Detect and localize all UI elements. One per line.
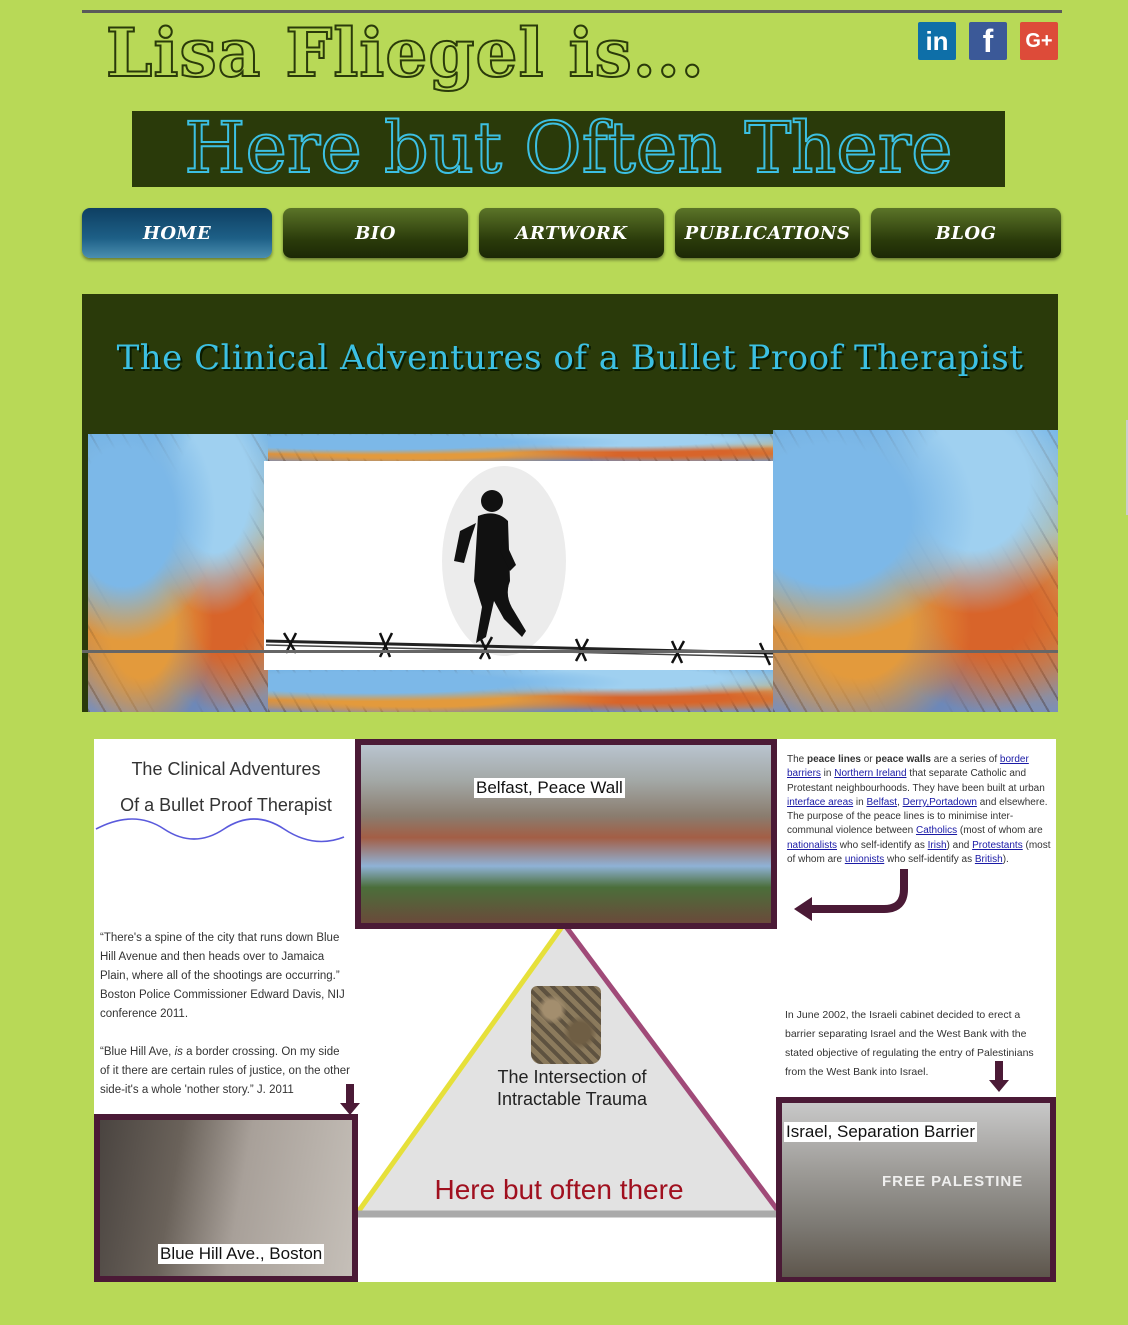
nav-publications[interactable]: PUBLICATIONS <box>675 208 860 258</box>
link-unionists[interactable]: unionists <box>844 854 885 866</box>
text: ) and <box>946 839 973 851</box>
map-heading-line2: Of a Bullet Proof Therapist <box>120 795 332 815</box>
link-catholics[interactable]: Catholics <box>915 825 958 837</box>
tagline-banner <box>132 107 1005 189</box>
text: The <box>787 754 808 765</box>
boston-label: Blue Hill Ave., Boston <box>160 1244 323 1263</box>
bold-term: peace lines <box>807 754 861 765</box>
text: ). <box>1002 854 1009 866</box>
landscape-painting-right <box>773 430 1058 712</box>
walker-silhouette-illustration <box>264 461 773 670</box>
link-british[interactable]: British <box>974 854 1003 866</box>
graffiti-text: FREE PALESTINE <box>882 1173 1024 1190</box>
nav-artwork[interactable]: ARTWORK <box>479 208 664 258</box>
text: who self-identify as <box>837 839 928 851</box>
hero-title: The Clinical Adventures of a Bullet Proof Therapist <box>116 338 1024 378</box>
text: in <box>820 768 835 780</box>
belfast-photo <box>355 739 777 929</box>
site-title: Lisa Fliegel is... <box>106 14 705 92</box>
text: and elsewhere. The purpose of the peace lines is to minimise inter-communal violence between <box>787 796 1048 837</box>
israel-photo <box>776 1097 1056 1282</box>
quote-j-start: “Blue Hill Ave, <box>100 1046 175 1058</box>
quote-j-emphasis: is <box>174 1046 183 1058</box>
tagline: Here but Often There <box>184 107 953 189</box>
quote-j-end: a border crossing. On my side of it there are certain rules of justice, on the other side-it's a whole 'nother story.” J. 2011 <box>100 1046 350 1096</box>
bulletproof-vest-image <box>531 986 601 1064</box>
separation-barrier-paragraph: In June 2002, the Israeli cabinet decided to erect a barrier separating Israel and the West Bank with the stated objective of regulating the entry of Palestinians from the West Bank into Israel. <box>785 1009 1034 1078</box>
landscape-painting-left <box>88 434 268 712</box>
link-protestants[interactable]: Protestants <box>972 839 1023 851</box>
link-northern-ireland[interactable]: Northern Ireland <box>834 768 907 780</box>
hero-rule <box>82 650 1058 653</box>
peace-lines-paragraph <box>787 753 1056 867</box>
map-heading-line1: The Clinical Adventures <box>131 759 321 779</box>
landscape-painting-bottom <box>268 670 773 712</box>
link-belfast[interactable]: Belfast <box>866 796 898 808</box>
text: , <box>897 796 903 808</box>
google-plus-icon[interactable]: G+ <box>1020 22 1058 60</box>
nav-home[interactable]: HOME <box>82 208 272 258</box>
text: are a series of <box>930 754 1000 765</box>
quote-j <box>100 1043 350 1100</box>
nav-bio[interactable]: BIO <box>283 208 468 258</box>
text: (most of whom are <box>957 825 1043 837</box>
israel-label: Israel, Separation Barrier <box>786 1122 975 1141</box>
text: that separate Catholic and Protestant neighbourhoods. They have been built at urban <box>787 768 1045 794</box>
text: who self-identify as <box>884 854 975 866</box>
link-irish[interactable]: Irish <box>927 839 947 851</box>
link-border-barriers[interactable]: border barriers <box>787 754 1029 780</box>
quote-davis: “There's a spine of the city that runs down Blue Hill Avenue and then heads over to Jamaica Plain, where all of the shootings are occurring.” Boston Police Commissioner Edward Davis, NIJ conference 2011. <box>100 932 345 1020</box>
link-nationalists[interactable]: nationalists <box>787 839 838 851</box>
link-interface-areas[interactable]: interface areas <box>787 796 854 808</box>
facebook-icon[interactable]: f <box>969 22 1007 60</box>
text: in <box>853 796 867 808</box>
triangle-caption-line2: Intractable Trauma <box>496 1089 648 1109</box>
belfast-label: Belfast, Peace Wall <box>476 778 623 797</box>
triangle-tagline: Here but often there <box>434 1174 684 1205</box>
boston-photo <box>94 1114 358 1282</box>
linkedin-icon[interactable]: in <box>918 22 956 60</box>
bold-term: peace walls <box>875 754 931 765</box>
triangle-caption-line1: The Intersection of <box>497 1067 647 1087</box>
text: (most of whom are <box>787 839 1051 866</box>
nav-blog[interactable]: BLOG <box>871 208 1061 258</box>
top-rule <box>82 10 1062 13</box>
walker-image <box>264 461 773 670</box>
hero-banner <box>82 294 1058 712</box>
landscape-painting-strip <box>268 434 773 462</box>
trauma-map <box>94 739 1056 1282</box>
text: or <box>860 754 876 765</box>
link-derry-portadown[interactable]: Derry,Portadown <box>902 796 977 808</box>
triangle-caption <box>472 1066 672 1110</box>
